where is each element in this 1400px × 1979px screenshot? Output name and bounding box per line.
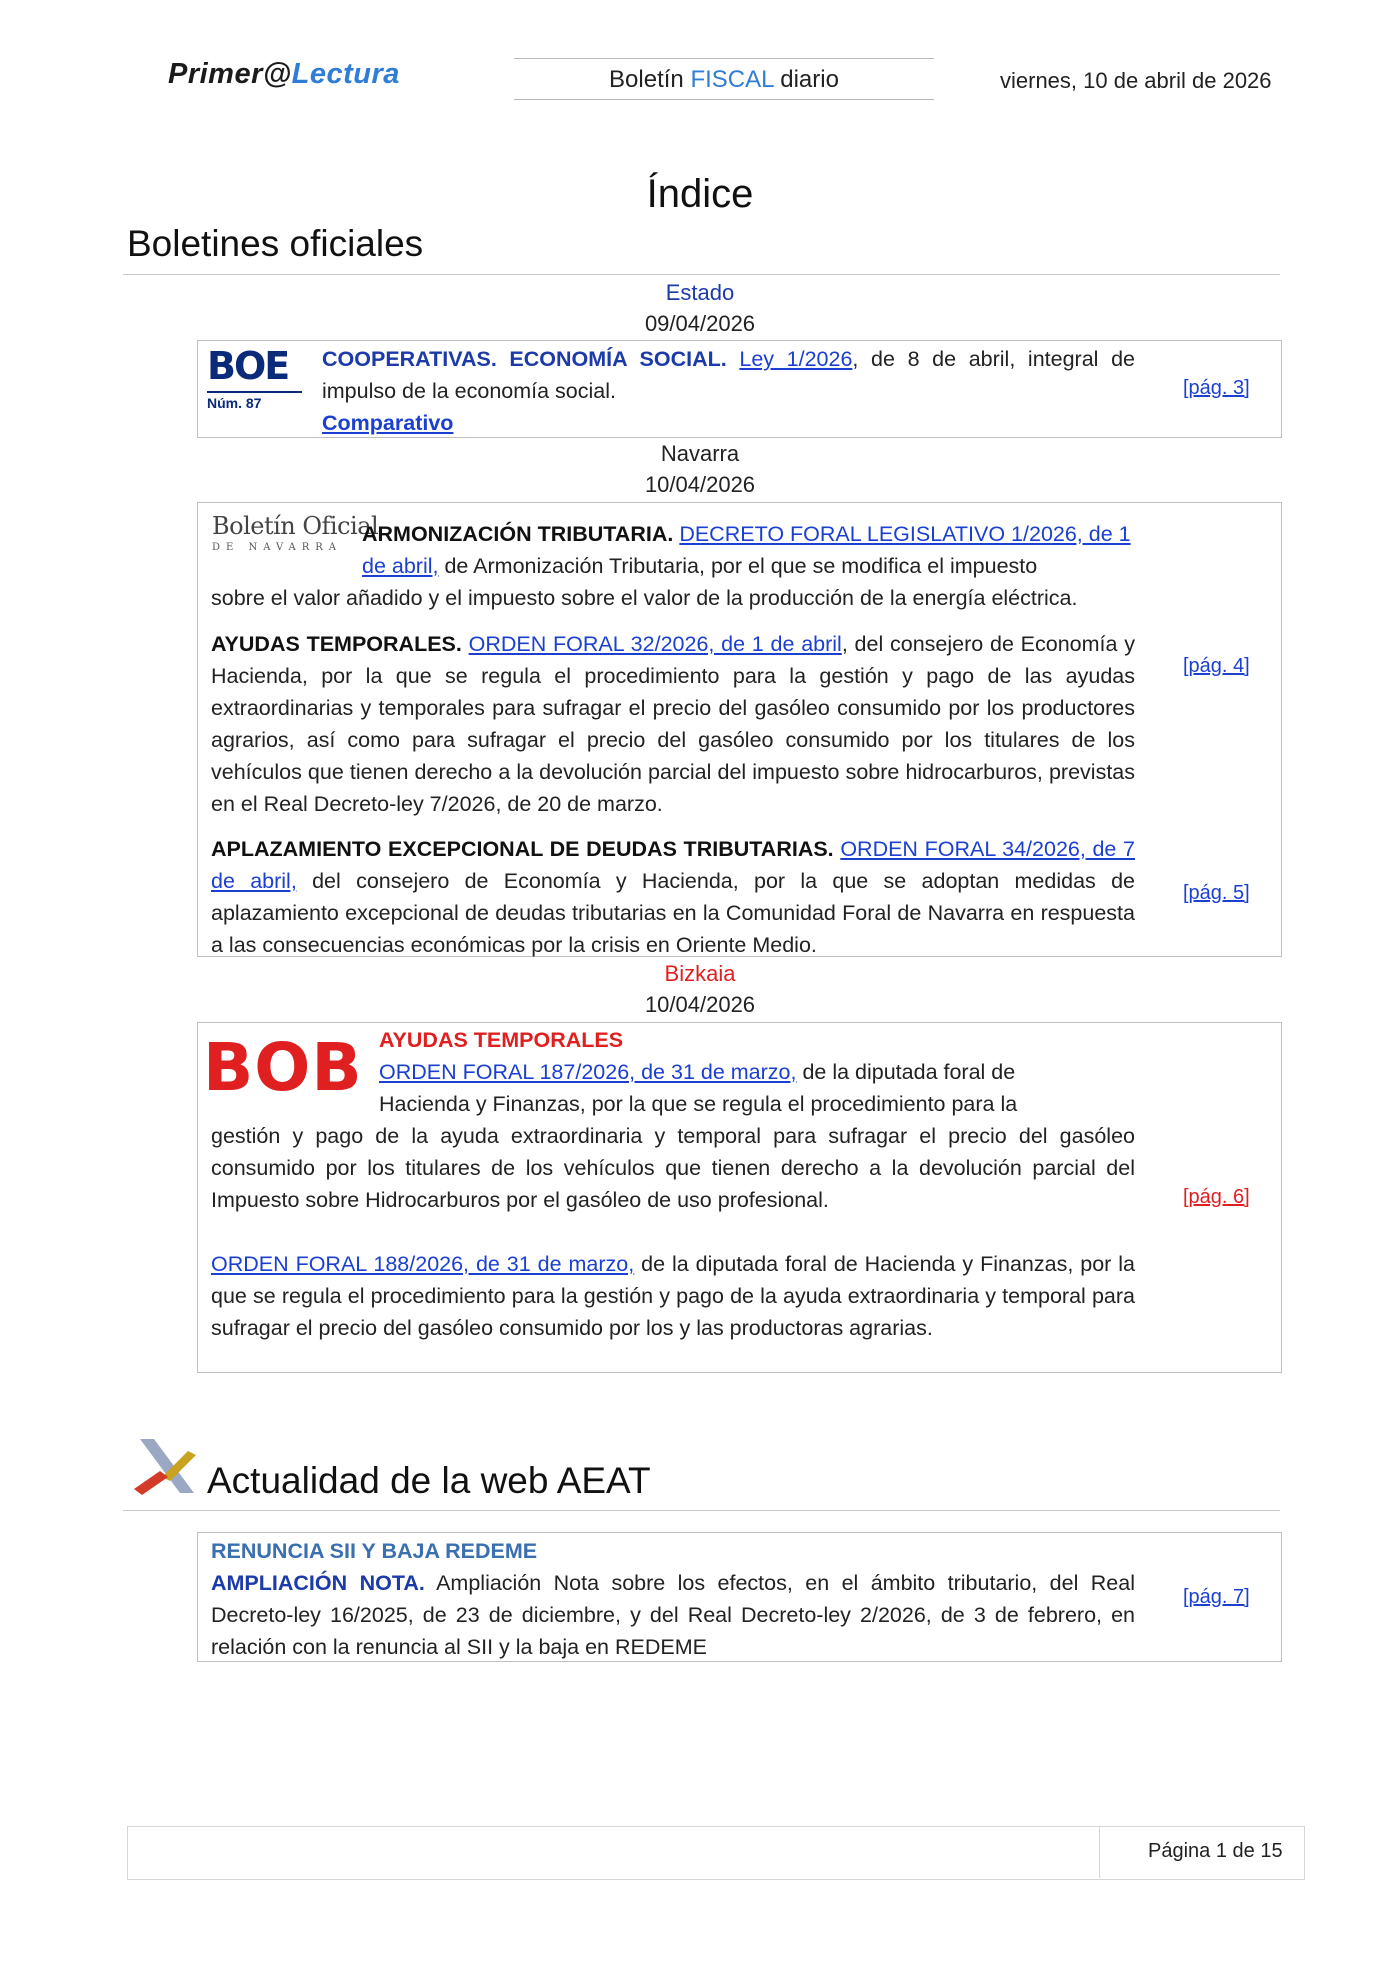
footer-divider [1099, 1826, 1100, 1878]
page-ref-3[interactable]: [pág. 3] [1183, 377, 1250, 399]
page-ref-6[interactable]: [pág. 6] [1183, 1186, 1250, 1208]
index-title: Índice [646, 172, 754, 216]
date-bizkaia: 10/04/2026 [644, 992, 756, 1017]
region-navarra: Navarra [660, 441, 740, 466]
estado-entry-text-a: , de 8 de abril, integral de [852, 347, 1135, 371]
navarra-entry-3 [211, 833, 1135, 961]
date-estado: 09/04/2026 [644, 311, 756, 336]
section-divider-aeat [123, 1510, 1280, 1511]
navarra-entry-2 [211, 628, 1135, 820]
boe-logo [207, 344, 302, 411]
navarra-entry-1-line3: sobre el valor añadido y el impuesto sobre el valor de la producción de la energía eléctrica. [211, 586, 1078, 610]
bizkaia-entry-1-line2: Hacienda y Finanzas, por la que se regula el procedimiento para la [379, 1092, 1018, 1116]
aeat-entry-text: Ampliación Nota sobre los efectos, en el ámbito tributario, del Real Decreto-ley 16/2025, de 23 de diciembre, y del Real Decreto-ley 2/2026, de 3 de febrero, en relación con la renuncia al SII y la baja en REDEME [211, 1571, 1135, 1659]
header-date: viernes, 10 de abril de 2026 [1000, 68, 1272, 93]
boe-logo-text: BOE [207, 344, 289, 388]
bulletin-title [514, 58, 934, 100]
aeat-entry-title: AMPLIACIÓN NOTA. [211, 1571, 425, 1595]
estado-entry-text-b: impulso de la economía social. [322, 379, 616, 403]
aeat-logo-icon [132, 1437, 197, 1495]
section-divider [123, 274, 1280, 275]
bizkaia-entry-2 [211, 1248, 1135, 1344]
bizkaia-entry-title: AYUDAS TEMPORALES [379, 1028, 624, 1052]
aeat-entry-heading: RENUNCIA SII Y BAJA REDEME [211, 1539, 538, 1563]
navarra-entry-1-text-a: de Armonización Tributaria, por el que se modifica el impuesto [438, 554, 1038, 578]
navarra-entry-1-title: ARMONIZACIÓN TRIBUTARIA. [362, 522, 674, 546]
navarra-decree-link-b[interactable]: de abril, [362, 554, 439, 578]
navarra-entry-2-title: AYUDAS TEMPORALES. [211, 632, 462, 656]
brand-accent: Lectura [291, 58, 400, 90]
navarra-entry-3-title: APLAZAMIENTO EXCEPCIONAL DE DEUDAS TRIBUTARIAS. [211, 837, 834, 861]
bizkaia-entry-1-line1 [379, 1056, 1135, 1088]
comparativo-link[interactable]: Comparativo [322, 411, 454, 435]
bizkaia-entry-1-text-a: de la diputada foral de [796, 1060, 1016, 1084]
navarra-logo-sub: DE NAVARRA [212, 542, 343, 553]
region-estado: Estado [665, 280, 735, 305]
bulletin-accent: FISCAL [690, 66, 774, 93]
region-bizkaia: Bizkaia [664, 961, 736, 986]
brand-logo [168, 58, 400, 91]
navarra-logo [212, 512, 378, 553]
bizkaia-order188-link[interactable]: ORDEN FORAL 188/2026, de 31 de marzo, [211, 1252, 635, 1276]
navarra-decree-link-a[interactable]: DECRETO FORAL LEGISLATIVO 1/2026, de 1 [679, 522, 1131, 546]
page-ref-7[interactable]: [pág. 7] [1183, 1586, 1250, 1608]
estado-entry [322, 343, 1135, 439]
navarra-entry-2-text-a: , del consejero de Economía [841, 632, 1118, 656]
navarra-entry-3-text: del consejero de Economía y Hacienda, por la que se adoptan medidas de aplazamiento excepcional de deudas tributarias en la Comunidad Foral de Navarra en respuesta a las consecuencias económicas por la crisis en Oriente Medio. [211, 869, 1135, 957]
footer [127, 1826, 1305, 1880]
navarra-logo-title: Boletín Oficial [212, 512, 379, 540]
estado-law-link[interactable]: Ley 1/2026 [739, 347, 853, 371]
bizkaia-entry-1-rest: gestión y pago de la ayuda extraordinaria y temporal para sufragar el precio del gasóleo consumido por los titulares de los vehículos que tienen derecho a la devolución parcial del Impuesto sobre Hidrocarburos por el gasóleo de uso profesional. [211, 1124, 1135, 1212]
section-title-boletines: Boletines oficiales [127, 223, 424, 264]
section-title-aeat: Actualidad de la web AEAT [207, 1460, 651, 1501]
bulletin-prefix: Boletín [609, 66, 684, 93]
navarra-order32-link[interactable]: ORDEN FORAL 32/2026, de 1 de abril [468, 632, 842, 656]
navarra-order34-link-a[interactable]: ORDEN FORAL 34/2026, de 7 [840, 837, 1135, 861]
navarra-entry-1-head [362, 518, 1135, 550]
bob-logo: BOB [203, 1029, 363, 1106]
navarra-entry-2-text-b: y Hacienda, por la que se regula el procedimiento para la gestión y pago de las ayudas extraordinarias y temporales para sufragar el precio del gasóleo consumido por los productores agrarios, así como para sufragar el precio del gasóleo consumido por los titulares de los vehículos que tienen derecho a la devolución parcial del impuesto sobre hidrocarburos, previstas en el Real Decreto-ley 7/2026, de 20 de marzo. [211, 632, 1135, 816]
estado-entry-title: COOPERATIVAS. ECONOMÍA SOCIAL. [322, 347, 727, 371]
page-ref-5[interactable]: [pág. 5] [1183, 882, 1250, 904]
bizkaia-entry-2-text: de la diputada foral de Hacienda y Finanzas, por la que se regula el procedimiento para la gestión y pago de la ayuda extraordinaria y temporal para sufragar el precio del gasóleo consumido por los y las productoras agrarias. [211, 1252, 1135, 1340]
navarra-order34-link-b[interactable]: de abril, [211, 869, 297, 893]
page-ref-4[interactable]: [pág. 4] [1183, 655, 1250, 677]
bizkaia-order187-link[interactable]: ORDEN FORAL 187/2026, de 31 de marzo, [379, 1060, 797, 1084]
aeat-entry [211, 1567, 1135, 1663]
date-navarra: 10/04/2026 [644, 472, 756, 497]
boe-number: Núm. 87 [207, 391, 302, 411]
navarra-entry-1-line2 [362, 550, 1135, 582]
bulletin-suffix: diario [780, 66, 839, 93]
page-number: Página 1 de 15 [1148, 1840, 1283, 1862]
brand-main: Primer@ [168, 58, 292, 90]
